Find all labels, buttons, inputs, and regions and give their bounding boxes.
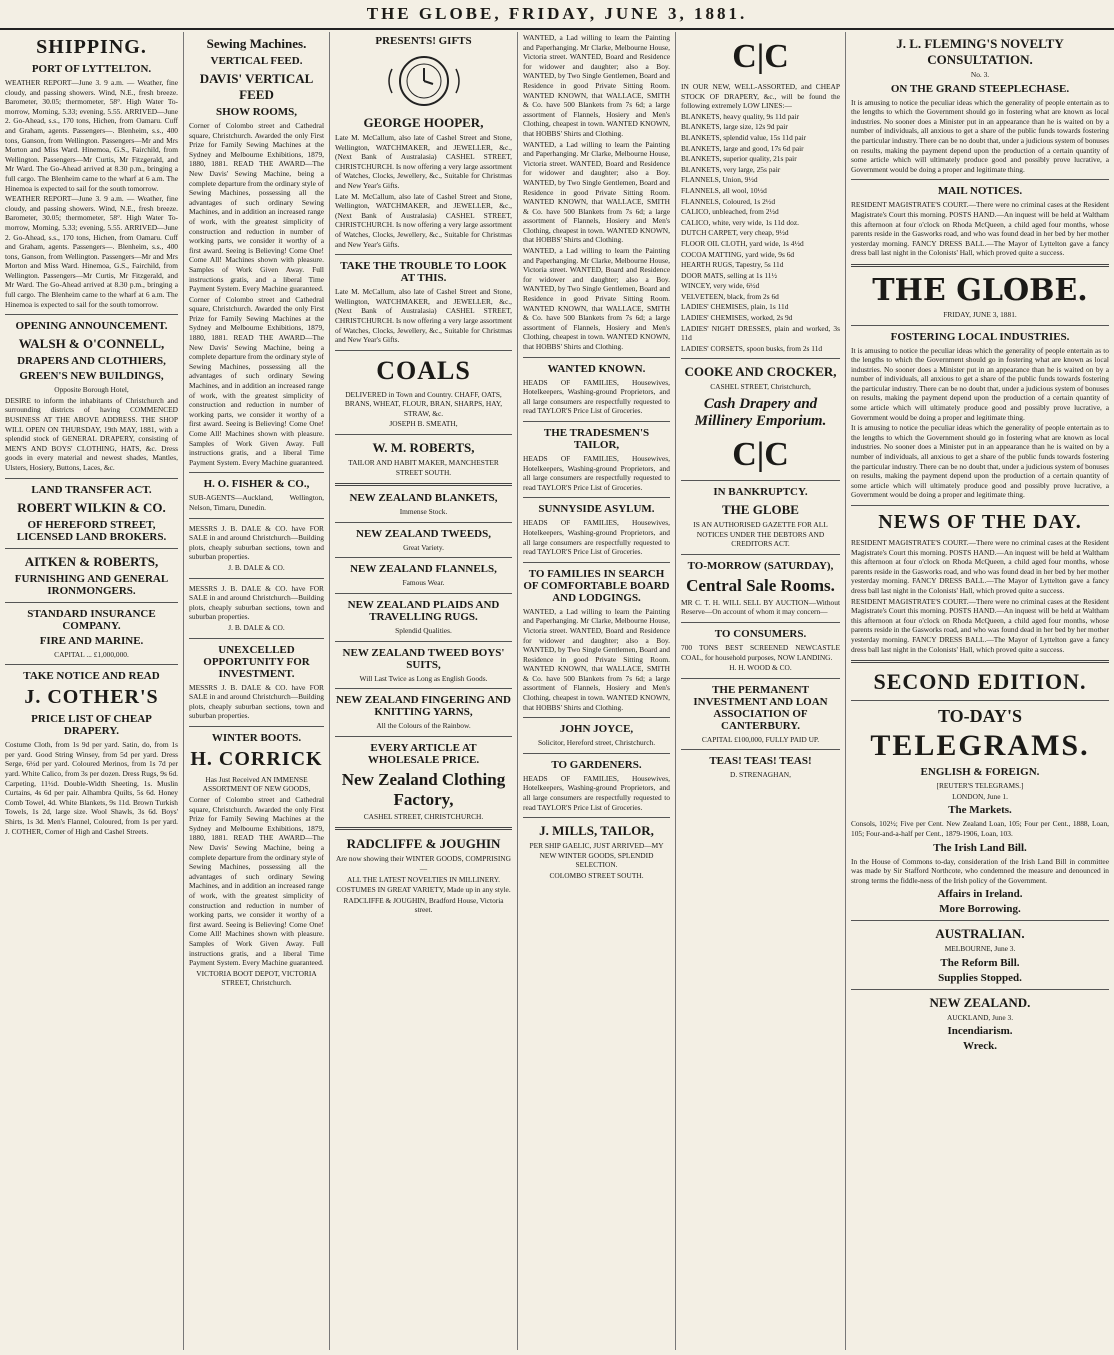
wilkin-sub: OF HEREFORD STREET, LICENSED LAND BROKERS.: [16, 518, 167, 543]
divider: [851, 700, 1109, 701]
news-body-2: RESIDENT MAGISTRATE'S COURT.—There were no criminal cases at the Resident Magistrate's Court this morning. POSTS HAND.—An inquest will be held at Waltham this afternoon at four o'clock on Rhoda McQueen, a child aged four months, whose parents reside in the Gasworks road, and who was found dead in her bed by her mother yesterday morning. FANCY DRESS BALL.—The Mayor of Lyttelton gave a fancy dress ball last night in the Colonists' Hall, which proved quite a success.: [851, 596, 1109, 654]
sale-body: MR C. T. H. WILL SELL BY AUCTION—Without Reserve—On account of whom it may concern—: [681, 597, 840, 617]
aitken-heading: AITKEN & ROBERTS,: [24, 553, 159, 569]
divider: [523, 357, 670, 358]
cc-monogram: C|C: [732, 38, 789, 75]
joyce-name: JOHN JOYCE,: [559, 723, 634, 736]
permanent-capital: CAPITAL £100,000, FULLY PAID UP.: [701, 734, 820, 744]
standard-heading: STANDARD INSURANCE COMPANY.: [27, 607, 156, 632]
price-line: DOOR MATS, selling at 1s 11½: [681, 270, 778, 280]
nz-blankets-tag: Immense Stock.: [399, 507, 448, 517]
nz-flannels: NEW ZEALAND FLANNELS,: [350, 563, 497, 576]
price-line: FLANNELS, Coloured, 1s 2½d: [681, 196, 776, 206]
radcliffe-heading: RADCLIFFE & JOUGHIN: [346, 836, 501, 852]
divider: [523, 717, 670, 718]
divider: [189, 638, 324, 639]
divider: [851, 264, 1109, 267]
millinery-text: ALL THE LATEST NOVELTIES IN MILLINERY.: [346, 874, 500, 884]
fleming-heading: J. L. FLEMING'S NOVELTY CONSULTATION.: [896, 36, 1064, 67]
wanted-body-2: HEADS OF FAMILIES, Housewives, Hotelkeepers, Washing-ground Proprietors, and all large consumers are respectfully requested to read TAYLOR'S Price List of Groceries.: [523, 377, 670, 416]
incend-heading: Incendiarism.: [947, 1025, 1013, 1038]
fire-heading: FIRE AND MARINE.: [39, 634, 144, 647]
show-heading: SHOW ROOMS,: [215, 106, 298, 118]
issue-date: FRIDAY, JUNE 3, 1881.: [943, 309, 1017, 319]
divider: [681, 622, 840, 623]
supplies-heading: Supplies Stopped.: [938, 971, 1022, 984]
cother-heading: J. COTHER'S: [24, 686, 159, 709]
nz-heading: NEW ZEALAND.: [929, 994, 1031, 1010]
notice-heading: TAKE NOTICE AND READ: [23, 670, 160, 683]
price-line: BLANKETS, large and good, 17s 6d pair: [681, 143, 804, 153]
coals-heading: COALS: [376, 355, 471, 385]
divider: [523, 497, 670, 498]
auck-dateline: AUCKLAND, June 3.: [946, 1012, 1014, 1022]
divider: [335, 434, 512, 435]
divider: [335, 483, 512, 486]
price-line: WINCEY, very wide, 6½d: [681, 281, 760, 291]
price-line: FLANNELS, all wool, 10½d: [681, 185, 767, 195]
lead-heading: FOSTERING LOCAL INDUSTRIES.: [890, 330, 1070, 343]
opening-heading: OPENING ANNOUNCEMENT.: [15, 320, 168, 333]
globe-masthead: THE GLOBE.: [872, 272, 1088, 308]
price-line: HEARTH RUGS, Tapestry, 5s 11d: [681, 260, 784, 270]
masthead-title: THE GLOBE, FRIDAY, JUNE 3, 1881.: [366, 4, 748, 23]
column-4: [518, 32, 676, 1350]
shipping-heading: SHIPPING.: [36, 36, 147, 58]
sewing-body-2: Corner of Colombo street and Cathedral square, Christchurch. Awarded the only First Prize for Family Sewing Machines at the Sydney and Melbourne Exhibitions, 1879, 1880, 1881. READ THE AWARD—The New Davis' Sewing Machine, being a complete departure from the ordinary style of Sewing Machines, possessing all the advantages of such ordinary Sewing Machines, and in addition an increased range of work, with the greatest simplicity of construction and reduction in number of working parts, we consider it worthy of a first award. Seeing is Believing! Come One! Come All! Machines shown with pleasure. Samples of Work Given Away. Full instructions gratis, and a liberal Time Payment System. Every Machine guaranteed.: [189, 294, 324, 467]
divider: [681, 678, 840, 679]
land-heading: LAND TRANSFER ACT.: [31, 483, 152, 496]
price-line: VELVETEEN, black, from 2s 6d: [681, 291, 779, 301]
joyce-sub: Solicitor, Hereford street, Christchurch.: [537, 738, 656, 748]
radcliffe-sub: Are now showing their WINTER GOODS, COMPRISING—: [336, 854, 511, 873]
second-edition: SECOND EDITION.: [873, 669, 1087, 695]
rooms-heading: Central Sale Rooms.: [686, 575, 835, 595]
price-line: DUTCH CARPET, very cheap, 9½d: [681, 228, 789, 238]
cooke-sub: CASHEL STREET, Christchurch,: [710, 382, 811, 392]
nz-suits: NEW ZEALAND TWEED BOYS' SUITS,: [342, 646, 505, 671]
machine-body: MESSRS J. B. DALE & CO. have FOR SALE in and around Christchurch—Building plots, cheaply suburban sections, town and suburban properties.: [189, 523, 324, 562]
divider: [5, 314, 178, 315]
corrick-heading: H. CORRICK: [190, 747, 323, 770]
divider: [5, 664, 178, 665]
permanent-heading: THE PERMANENT INVESTMENT AND LOAN ASSOCIATION OF CANTERBURY.: [693, 683, 828, 732]
divider: [189, 472, 324, 473]
factory-heading: New Zealand Clothing Factory,: [341, 769, 506, 809]
globe-gazette: THE GLOBE: [722, 502, 799, 518]
fisher-heading: H. O. FISHER & CO.,: [203, 478, 310, 491]
divider: [335, 736, 512, 737]
news-body-a: RESIDENT MAGISTRATE'S COURT.—There were no criminal cases at the Resident Magistrate's Court this morning. POSTS HAND.—An inquest will be held at Waltham this afternoon at four o'clock on Rhoda McQueen, a child aged four months, whose parents reside in the Gasworks road, and who was found dead in her bed by her mother yesterday morning. FANCY DRESS BALL.—The Mayor of Lyttelton gave a fancy dress ball last night in the Colonists' Hall, which proved quite a success.: [851, 200, 1109, 258]
price-line: LADIES' CHEMISES, worked, 2s 9d: [681, 313, 793, 323]
fleming-no: No. 3.: [970, 70, 990, 79]
green-buildings: GREEN'S NEW BUILDINGS,: [19, 370, 164, 383]
price-line: LADIES' CORSETS, spoon busks, from 2s 11d: [681, 343, 823, 353]
divider: [335, 688, 512, 689]
wreck-heading: Wreck.: [962, 1040, 998, 1053]
divider: [335, 593, 512, 594]
divider: [851, 920, 1109, 921]
divider: [681, 749, 840, 750]
victoria-depot: VICTORIA BOOT DEPOT, VICTORIA STREET, Christchurch.: [196, 968, 317, 988]
drapery-intro: IN OUR NEW, WELL-ASSORTED, and CHEAP STOCK OF DRAPERY, &c., will be found the following extremely LOW LINES:—: [681, 82, 840, 111]
machine-body-3: MESSRS J. B. DALE & CO. have FOR SALE in and around Christchurch—Building plots, cheaply suburban sections, town and suburban properties.: [189, 682, 324, 721]
coal-body: 700 TONS BEST SCREENED NEWCASTLE COAL, for household purposes, NOW LANDING.: [681, 643, 840, 662]
price-line: LADIES' NIGHT DRESSES, plain and worked, 3s 11d: [681, 323, 840, 343]
wanted-body-1b: WANTED, a Lad willing to learn the Painting and Paperhanging. Mr Clarke, Melbourne House, Victoria street. WANTED, Board and Residence for widower and daughter; also a Boy. WANTED, by Two Single Gentlemen, Board and Residence in good Private Sitting Room. WANTED KNOWN, that WALLACE, SMITH & Co. have 500 Blankets from 7s 6d; a large assortment of Flannels, Hosiery and Men's Clothing, cheapest in town. WANTED KNOWN, that HOBBS' Shirts and Clothing.: [523, 139, 670, 245]
news-heading: NEWS OF THE DAY.: [878, 511, 1082, 533]
price-line: COCOA MATTING, yard wide, 9s 6d: [681, 249, 795, 259]
price-line: BLANKETS, superior quality, 21s pair: [681, 154, 797, 164]
divider: [335, 254, 512, 255]
hooper-body: Late M. McCallum, also late of Cashel Street and Stone, Wellington, WATCHMAKER, and JEWELLER, &c., (Next Bank of Australasia) CASHEL STREET, CHRISTCHURCH. Is now offering a very large assortment of Watches, Clocks, Jewellery, &c., Suitable for Christmas and New Year's Gifts.: [335, 133, 512, 190]
clock-crest-icon: [384, 51, 464, 111]
fisher-sub: SUB-AGENTS—Auckland, Wellington, Nelson, Timaru, Dunedin.: [189, 493, 324, 512]
divider: [523, 753, 670, 754]
price-line: CALICO, white, very wide, 1s 11d doz.: [681, 217, 799, 227]
cother-sub: PRICE LIST OF CHEAP DRAPERY.: [31, 713, 152, 738]
winter-heading: WINTER BOOTS.: [211, 731, 302, 744]
divider: [681, 358, 840, 359]
derby-heading: ON THE GRAND STEEPLECHASE.: [890, 82, 1070, 95]
dale-sign: J. B. DALE & CO.: [228, 562, 285, 572]
nz-flannels-tag: Famous Wear.: [402, 578, 445, 588]
telegrams-heading: TELEGRAMS.: [870, 729, 1090, 763]
divider: [523, 421, 670, 422]
wanted-body-3: HEADS OF FAMILIES, Housewives, Hotelkeepers, Washing-ground Proprietors, and all large consumers are respectfully requested to read TAYLOR'S Price List of Groceries.: [523, 453, 670, 492]
opp-text: Opposite Borough Hotel,: [54, 385, 129, 395]
wilkin-heading: ROBERT WILKIN & CO.: [17, 499, 166, 515]
price-line: CALICO, unbleached, from 2½d: [681, 207, 779, 217]
walsh-heading: WALSH & O'CONNELL,: [18, 336, 165, 352]
ireland-heading: Affairs in Ireland.: [937, 888, 1023, 901]
nz-plaids: NEW ZEALAND PLAIDS AND TRAVELLING RUGS.: [347, 599, 500, 624]
price-line: FLANNELS, Union, 9½d: [681, 175, 758, 185]
divider: [681, 554, 840, 555]
divider: [5, 602, 178, 603]
cc-monogram-2: C|C: [732, 436, 789, 474]
mills-sub: PER SHIP GAELIC, JUST ARRIVED—MY NEW WINTER GOODS, SPLENDID SELECTION.: [529, 841, 664, 870]
divider: [335, 827, 512, 830]
mail-heading: MAIL NOTICES.: [937, 185, 1023, 198]
cother-body: Costume Cloth, from 1s 9d per yard. Satin, do, from 1s per yard. Good String Winsey, from 5d per yard. Dress Serge, 6½d per yard. Coloured Merinos, from 1s 7d per yard. White Calico, from 3s per dozen. Dress Rugs, 9s 6d. Carpeting, 11½d. Double-Width Sheeting, 1s. Muslin Curtains, 4s 6d per pair. Alhambra Quilts, 5s 6d. Honey Comb Towel, 4d. White Blankets, 9s 11d. Brown Turkish Towels, 1s 2d, large size. Wool Shawls, 3s 6d. Boys' Shirts, 1s 3d. Men's Flannel, Coloured, from 1s per yard. J. COTHER, Corner of High and Cashel Streets.: [5, 740, 178, 836]
irish-body: In the House of Commons to-day, consideration of the Irish Land Bill in committee was made by Sir Stafford Northcote, who condemned the measure and denounced in strong terms the fiddle-ness of the Irish policy of the Government.: [851, 856, 1109, 885]
divider: [851, 989, 1109, 990]
price-line: LADIES' CHEMISES, plain, 1s 11d: [681, 302, 789, 312]
wanted-known: WANTED KNOWN.: [547, 362, 646, 375]
coals-sub: DELIVERED in Town and Country. CHAFF, OATS, BRANS, WHEAT, FLOUR, BRAN, SHARPS, HAY, STRAW, &c.: [344, 389, 503, 418]
sewing-body: Corner of Colombo street and Cathedral square, Christchurch. Awarded the only First Prize for Family Sewing Machines at the Sydney and Melbourne Exhibitions, 1879, 1880, 1881. READ THE AWARD—The New Davis' Sewing Machine, being a complete departure from the ordinary style of Sewing Machines, possessing all the advantages of such ordinary Sewing Machines, and in addition an increased range of work, with the greatest simplicity of construction and reduction in number of working parts, we consider it worthy of a first award. Seeing is Believing! Come One! Come All! Machines shown with pleasure. Samples of Work Given Away. Full instructions gratis, and a liberal Time Payment System. Every Machine guaranteed.: [189, 121, 324, 294]
shipping-body-2: WEATHER REPORT—June 3. 9 a.m. — Weather, fine cloudy, and passing showers. Wind, N.E., fresh breeze. Barometer, 30.05; thermometer, 58°. High Water To-morrow, Morning, 5.33; evening, 5.55. ARRIVED—June 2. Go-Ahead, s.s., 170 tons, Hichen, from Oamaru. Cuff and Graham, agents. Passengers—. Blenheim, s.s., 400 tons, Ganson, from Wellington. Passengers—Mr and Mrs Morton and Miss Ward. Hinemoa, G.S., Fairchild, from Wellington. Passengers—Mr Curtis, Mr Fitzgerald, and Mr Ward. The Go-Ahead arrived at 8.30 p.m., bringing a full cargo. The Blenheim came to the wharf at 6 a.m. The Hinemoa is expected to sail for the south tomorrow.: [5, 194, 178, 309]
bankruptcy-heading: IN BANKRUPTCY.: [713, 486, 808, 499]
strenaghan-sign: D. STRENAGHAN,: [730, 770, 791, 780]
divider: [523, 562, 670, 563]
corrick-sub: Has Just Received AN IMMENSE ASSORTMENT OF NEW GOODS,: [202, 774, 311, 794]
consumers-heading: TO CONSUMERS.: [714, 628, 807, 640]
roberts-sub: TAILOR AND HABIT MAKER, MANCHESTER STREET SOUTH.: [348, 458, 499, 477]
column-3: [330, 32, 518, 1350]
todays-heading: TO-DAY'S: [937, 706, 1023, 727]
sunnyside-heading: SUNNYSIDE ASYLUM.: [538, 503, 655, 516]
divider: [189, 518, 324, 519]
wanted-body-4: HEADS OF FAMILIES, Housewives, Hotelkeepers, Washing-ground Proprietors, and all large consumers are respectfully requested to read TAYLOR'S Price List of Groceries.: [523, 518, 670, 557]
divider: [851, 660, 1109, 663]
port-heading: PORT OF LYTTELTON.: [31, 63, 152, 75]
wanted-body-6: HEADS OF FAMILIES, Housewives, Hotelkeepers, Washing-ground Proprietors, and all large consumers are respectfully requested to read TAYLOR'S Price List of Groceries.: [523, 773, 670, 812]
column-5: [676, 32, 846, 1350]
aitken-sub: FURNISHING AND GENERAL IRONMONGERS.: [14, 572, 169, 597]
radcliffe-sign: RADCLIFFE & JOUGHIN, Bradford House, Victoria street.: [343, 895, 504, 915]
divider: [5, 478, 178, 479]
wanted-body-1c: WANTED, a Lad willing to learn the Painting and Paperhanging. Mr Clarke, Melbourne House, Victoria street. WANTED, Board and Residence for widower and daughter; also a Boy. WANTED, by Two Single Gentlemen, Board and Residence in good Private Sitting Room. WANTED KNOWN, that WALLACE, SMITH & Co. have 500 Blankets from 7s 6d; a large assortment of Flannels, Hosiery and Men's Clothing, cheapest in town. WANTED KNOWN, that HOBBS' Shirts and Clothing.: [523, 246, 670, 351]
davis-heading: DAVIS' VERTICAL FEED: [199, 71, 314, 102]
factory-address: CASHEL STREET, CHRISTCHURCH.: [363, 811, 484, 821]
roberts-heading: W. M. ROBERTS,: [372, 440, 475, 456]
divider: [5, 548, 178, 549]
divider: [335, 350, 512, 351]
walsh-sub: DRAPERS AND CLOTHIERS,: [17, 355, 166, 368]
price-line: BLANKETS, splendid value, 15s 11d pair: [681, 132, 807, 142]
mills-address: COLOMBO STREET SOUTH.: [549, 871, 644, 880]
divider: [851, 505, 1109, 506]
nz-tweeds-tag: Great Variety.: [403, 542, 444, 552]
teas-heading: TEAS! TEAS! TEAS!: [709, 755, 812, 768]
hooper-body-2: Late M. McCallum, also late of Cashel Street and Stone, Wellington, WATCHMAKER, and JEWELLER, &c., (Next Bank of Australasia) CASHEL STREET, CHRISTCHURCH. Is now offering a very large assortment of Watches, Clocks, Jewellery, &c., Suitable for Christmas and New Year's Gifts.: [335, 191, 512, 249]
lead-body-2: It is amusing to notice the peculiar ideas which the generality of people entertain as to the lengths to which the Government should go in fostering what are known as local industries. No sooner does a Minister put in an appearance than he is waited on by a number of individuals, all anxious to get a share of the public funds towards fostering the particular industry. There can be no doubt that, under a judicious system of bonuses on results, making the payment depend upon the production of a certain quantity of some article which will ultimately produce good and possibly prove lucrative, a Government would be doing a proper and legitimate thing.: [851, 423, 1109, 500]
nz-yarns: NEW ZEALAND FINGERING AND KNITTING YARNS,: [336, 694, 511, 719]
chance-heading: UNEXCELLED OPPORTUNITY FOR INVESTMENT.: [203, 643, 310, 680]
divider: [335, 557, 512, 558]
dale-sign-2: J. B. DALE & CO.: [228, 622, 285, 632]
wanted-body-1: WANTED, a Lad willing to learn the Painting and Paperhanging. Mr Clarke, Melbourne House, Victoria street. WANTED, Board and Residence for widower and daughter; also a Boy. WANTED, by Two Single Gentlemen, Board and Residence in good Private Sitting Room. WANTED KNOWN, that WALLACE, SMITH & Co. have 500 Blankets from 7s 6d; a large assortment of Flannels, Hosiery and Men's Clothing, cheapest in town. WANTED KNOWN, that HOBBS' Shirts and Clothing.: [523, 33, 670, 138]
divider: [335, 641, 512, 642]
column-1: [0, 32, 184, 1350]
running-head: [0, 0, 1114, 30]
markets-heading: The Markets.: [948, 804, 1012, 817]
lead-body: It is amusing to notice the peculiar ideas which the generality of people entertain as to the lengths to which the Government should go in fostering what are known as local industries. No sooner does a Minister put in an appearance than he is waited on by a number of individuals, all anxious to get a share of the public funds towards fostering the particular industry. There can be no doubt that, under a judicious system of bonuses on results, making the payment depend upon the production of a certain quantity of some article which will ultimately produce good and possibly prove lucrative, a Government would be doing a proper and legitimate thing.: [851, 345, 1109, 422]
gardeners-heading: TO GARDENERS.: [551, 758, 642, 771]
column-6: [846, 32, 1114, 1350]
nz-suits-tag: Will Last Twice as Long as English Goods.: [359, 673, 488, 683]
nz-tweeds: NEW ZEALAND TWEEDS,: [356, 527, 491, 540]
hooper-heading: GEORGE HOOPER,: [363, 115, 484, 130]
costumes-text: COSTUMES IN GREAT VARIETY, Made up in any style.: [336, 885, 511, 895]
sewing-heading: Sewing Machines.: [206, 36, 307, 51]
tailor-heading: THE TRADESMEN'S TAILOR,: [543, 426, 650, 451]
wood-sign: H. H. WOOD & CO.: [729, 663, 792, 673]
lead-body-a: It is amusing to notice the peculiar ideas which the generality of people entertain as to the lengths to which the Government should go in fostering what are known as local industries. No sooner does a Minister put in an appearance than he is waited on by a number of individuals, all anxious to get a share of the public funds towards fostering the particular industry. There can be no doubt that, under a judicious system of bonuses on results, making the payment depend upon the production of a certain quantity of some article which will ultimately produce good and possibly prove lucrative, a Government would be doing a proper and legitimate thing.: [851, 97, 1109, 174]
reuter-label: [REUTER'S TELEGRAMS.]: [936, 781, 1024, 791]
divider: [681, 480, 840, 481]
mills-heading: J. MILLS, TAILOR,: [539, 823, 654, 839]
divider: [189, 726, 324, 727]
shipping-body: WEATHER REPORT—June 3. 9 a.m. — Weather, fine cloudy, and passing showers. Wind, N.E., fresh breeze. Barometer, 30.05; thermometer, 58°. High Water To-morrow, Morning, 5.33; evening, 5.55. ARRIVED—June 2. Go-Ahead, s.s., 170 tons, Hichen, from Oamaru. Cuff and Graham, agents. Passengers—. Blenheim, s.s., 400 tons, Ganson, from Wellington. Passengers—Mr and Mrs Morton and Miss Ward. Hinemoa, G.S., Fairchild, from Wellington. Passengers—Mr Curtis, Mr Fitzgerald, and Mr Ward. The Go-Ahead arrived at 8.30 p.m., bringing a full cargo. The Blenheim came to the wharf at 6 a.m. The Hinemoa is expected to sail for the south tomorrow.: [5, 78, 178, 193]
markets-body: Consols, 102½; Five per Cent. New Zealand Loan, 105; Four per Cent., 1888, Loan, 105; Four-and-a-half per Cent., 1879-1906, Loan, 103.: [851, 819, 1109, 838]
divider: [851, 179, 1109, 180]
melb-dateline: MELBOURNE, June 3.: [944, 944, 1016, 954]
emporium-heading: Cash Drapery and Millinery Emporium.: [694, 396, 827, 430]
eng-heading: ENGLISH & FOREIGN.: [920, 766, 1040, 779]
loan-heading: More Borrowing.: [939, 903, 1021, 916]
capital-text: CAPITAL ... £1,000,000.: [54, 649, 129, 659]
price-line: BLANKETS, large size, 12s 9d pair: [681, 122, 788, 132]
wanted-body-5: WANTED, a Lad willing to learn the Painting and Paperhanging. Mr Clarke, Melbourne House, Victoria street. WANTED, Board and Residence for widower and daughter; also a Boy. WANTED, by Two Single Gentlemen, Board and Residence in good Private Sitting Room. WANTED KNOWN, that WALLACE, SMITH & Co. have 500 Blankets from 7s 6d; a large assortment of Flannels, Hosiery and Men's Clothing, cheapest in town. WANTED KNOWN, that HOBBS' Shirts and Clothing.: [523, 606, 670, 712]
irish-heading: The Irish Land Bill.: [933, 841, 1027, 854]
london-dateline: LONDON, June 1.: [952, 791, 1008, 801]
price-line: BLANKETS, very large, 25s pair: [681, 164, 781, 174]
aust-heading: AUSTRALIAN.: [935, 926, 1025, 942]
reform-heading: The Reform Bill.: [940, 956, 1020, 969]
vertical-heading: VERTICAL FEED.: [210, 55, 303, 67]
price-lines: [681, 112, 840, 354]
globe-sub: IS AN AUTHORISED GAZETTE FOR ALL NOTICES UNDER THE DEBTORS AND CREDITORS ACT.: [693, 520, 828, 549]
news-body: RESIDENT MAGISTRATE'S COURT.—There were no criminal cases at the Resident Magistrate's Court this morning. POSTS HAND.—An inquest will be held at Waltham this afternoon at four o'clock on Rhoda McQueen, a child aged four months, whose parents reside in the Gasworks road, and who was found dead in her bed by her mother yesterday morning. FANCY DRESS BALL.—The Mayor of Lyttelton gave a fancy dress ball last night in the Colonists' Hall, which proved quite a success.: [851, 538, 1109, 595]
nz-plaids-tag: Splendid Qualities.: [395, 626, 452, 636]
machine-body-2: MESSRS J. B. DALE & CO. have FOR SALE in and around Christchurch—Building plots, cheaply suburban sections, town and suburban properties.: [189, 583, 324, 622]
every-article: EVERY ARTICLE AT WHOLESALE PRICE.: [367, 741, 480, 766]
nz-blankets: NEW ZEALAND BLANKETS,: [349, 492, 498, 505]
presents-heading: PRESENTS! GIFTS: [375, 35, 472, 47]
divider: [523, 817, 670, 818]
morrow-heading: TO-MORROW (SATURDAY),: [687, 559, 834, 572]
trouble-heading: TAKE THE TROUBLE TO LOOK AT THIS.: [340, 260, 507, 285]
cooke-heading: COOKE AND CROCKER,: [684, 364, 837, 380]
families-heading: TO FAMILIES IN SEARCH OF COMFORTABLE BOARD AND LODGINGS.: [523, 567, 670, 604]
hooper-body-3: Late M. McCallum, also late of Cashel Street and Stone, Wellington, WATCHMAKER, and JEWELLER, &c., (Next Bank of Australasia) CASHEL STREET, CHRISTCHURCH. Is now offering a very large assortment of Watches, Clocks, Jewellery, &c., Suitable for Christmas and New Year's Gifts.: [335, 287, 512, 345]
price-line: FLOOR OIL CLOTH, yard wide, 1s 4½d: [681, 238, 804, 248]
divider: [189, 578, 324, 579]
sewing-body-3: Corner of Colombo street and Cathedral square, Christchurch. Awarded the only First Prize for Family Sewing Machines at the Sydney and Melbourne Exhibitions, 1879, 1880, 1881. READ THE AWARD—The New Davis' Sewing Machine, being a complete departure from the ordinary style of Sewing Machines, possessing all the advantages of such ordinary Sewing Machines, and in addition an increased range of work, with the greatest simplicity of construction and reduction in number of working parts, we consider it worthy of a first award. Seeing is Believing! Come One! Come All! Machines shown with pleasure. Samples of Work Given Away. Full instructions gratis, and a liberal Time Payment System. Every Machine guaranteed.: [189, 795, 324, 968]
divider: [335, 522, 512, 523]
walsh-body: DESIRE to inform the inhabitants of Christchurch and surrounding districts of having COMMENCED BUSINESS AT THE ABOVE ADDRESS. THE SHOP WILL OPEN ON THURSDAY, 19th MAY, 1881, with a splendid stock of GENERAL DRAPERY, consisting of MEN'S AND BOYS' CLOTHING, HATS, &c. Dress goods in every material and newest shades, Mantles, Ulsters, Hosiery, Buttons, Laces, &c.: [5, 395, 178, 472]
column-2: [184, 32, 330, 1350]
smeath-name: JOSEPH B. SMEATH,: [389, 419, 458, 429]
divider: [851, 325, 1109, 326]
nz-yarns-tag: All the Colours of the Rainbow.: [376, 721, 471, 731]
price-line: BLANKETS, heavy quality, 9s 11d pair: [681, 111, 800, 121]
